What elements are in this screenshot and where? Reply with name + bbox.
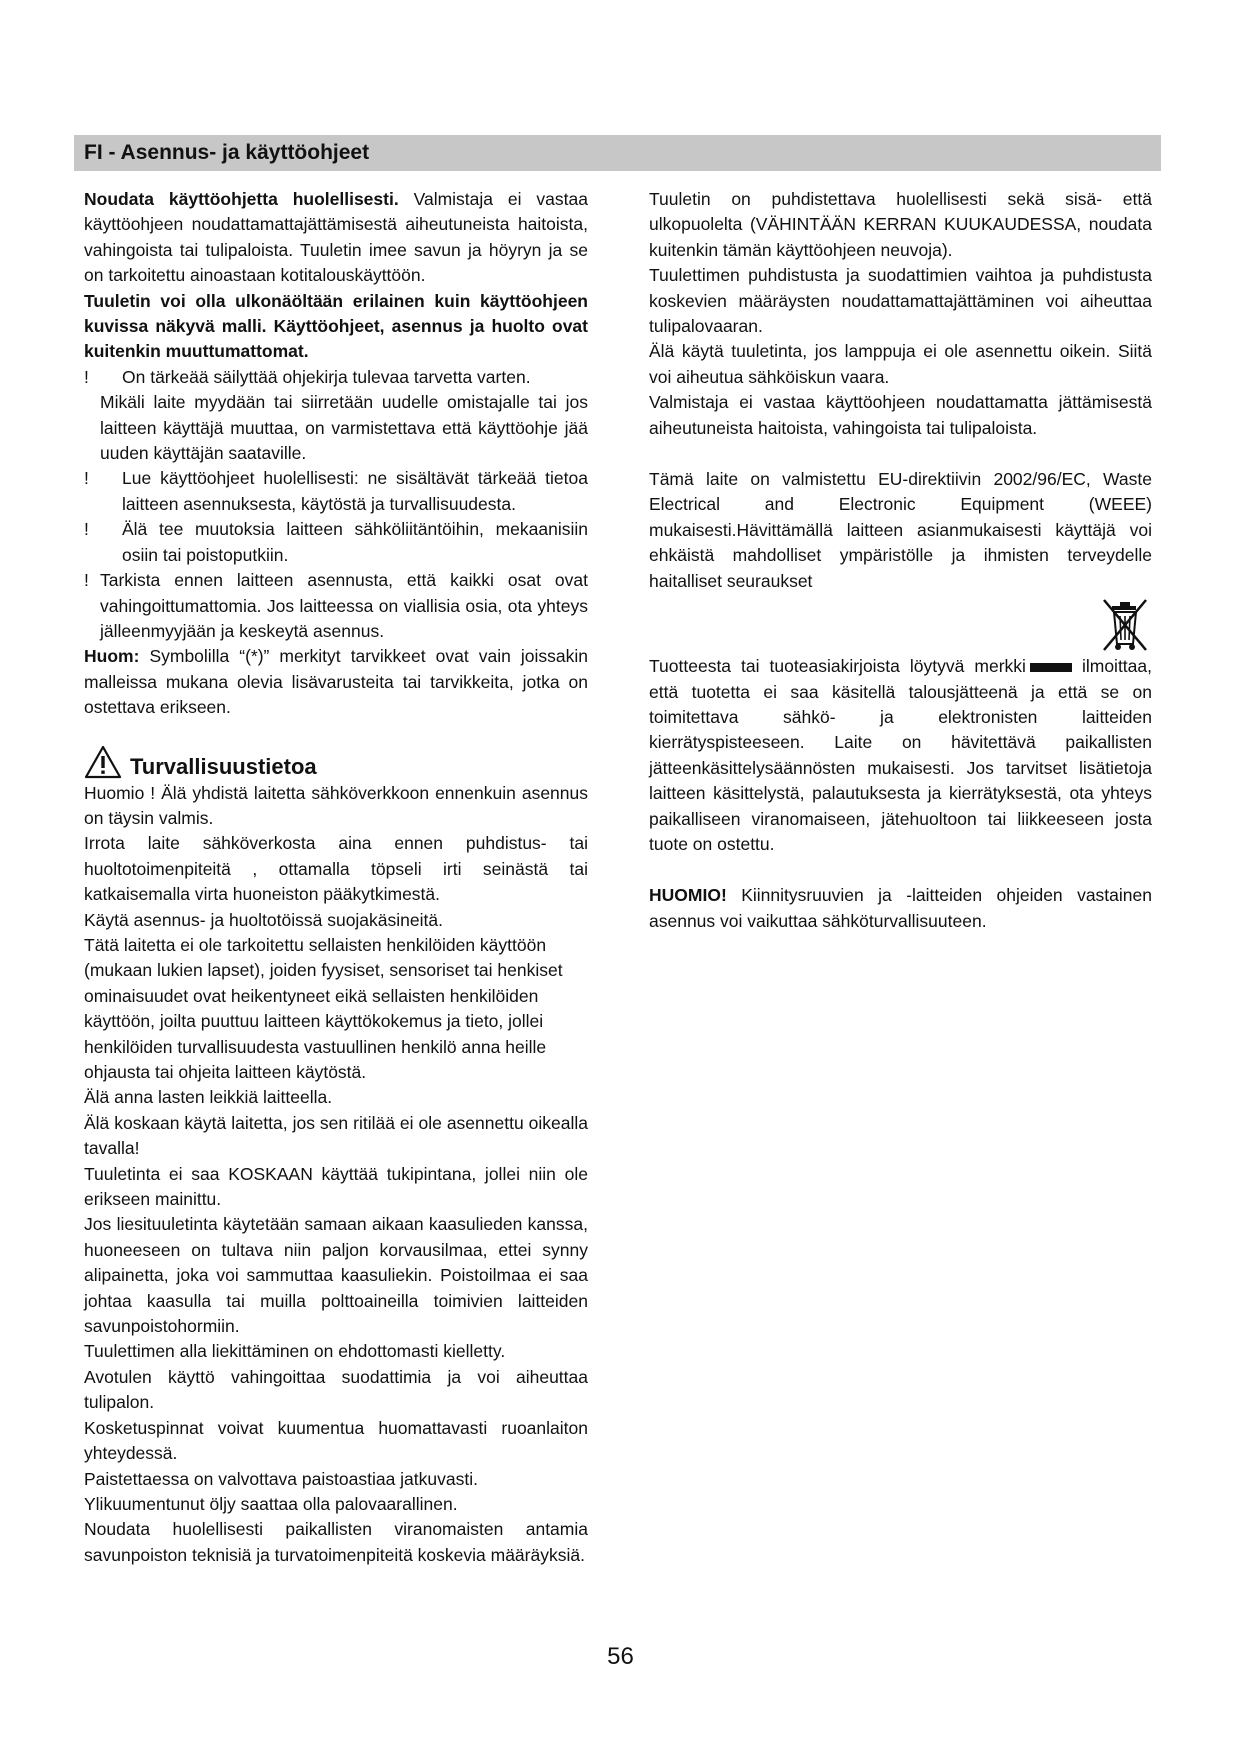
exclamation-mark: ! (84, 468, 89, 489)
bullet-text: Tarkista ennen laitteen asennusta, että kaikki osat ovat vahingoittumattomia. Jos laitteessa on viallisia osia, ota yhteys jälleenmyyjään ja keskeytä asennus. (100, 570, 588, 641)
lamp-paragraph: Älä käytä tuuletinta, jos lamppuja ei ole asennettu oikein. Siitä voi aiheutua sähköiskun vaara. (649, 341, 1152, 387)
resale-paragraph: Mikäli laite myydään tai siirretään uudelle omistajalle tai jos laitteen käyttäjä muuttaa, on varmistettava että käyttöohje jää uuden käyttäjän saataville. (100, 392, 588, 464)
intro-text: Valmistaja ei vastaa käyttöohjeen noudattamattajättämisestä aiheutuneista haitoista, vahingoista tai tulipaloista. Tuuletin imee savun ja höyryn ja se on tarkoitettu ainoastaan kotitalouskäyttöön. (84, 189, 588, 286)
bullet-item (84, 568, 588, 644)
note-label: Huom: (84, 646, 140, 667)
bullet-item (84, 517, 588, 568)
page-title: FI - Asennus- ja käyttöohjeet (84, 141, 370, 164)
safety-item: Jos liesituuletinta käytetään samaan aikaan kaasulieden kanssa, huoneeseen on tultava niin paljon korvausilmaa, ettei synny alipainetta, joka voi sammuttaa kaasuliekin. Poistoilmaa ei saa johtaa kaasulla tai muilla polttoaineilla toimivien laitteiden savunpoistohormiin. (84, 1214, 588, 1337)
bullet-item (84, 466, 588, 517)
safety-item: Noudata huolellisesti paikallisten viranomaisten antamia savunpoiston teknisiä ja turvatoimenpiteitä koskevia määräyksiä. (84, 1519, 588, 1565)
weee-symbol-area (649, 594, 1152, 654)
bullet-item (84, 365, 588, 390)
black-bar-icon (1030, 663, 1072, 672)
right-column (649, 187, 1152, 934)
safety-item: Irrota laite sähköverkosta aina ennen puhdistus- tai huoltotoimenpiteitä , ottamalla töpseli irti seinästä tai katkaisemalla virta huoneiston pääkytkimestä. (84, 833, 588, 905)
exclamation-mark: ! (84, 366, 89, 387)
spacer (649, 857, 1152, 883)
safety-title: Turvallisuustietoa (130, 753, 317, 779)
warning-triangle-icon (84, 745, 122, 779)
note-paragraph (84, 644, 588, 720)
intro-bold: Noudata käyttöohjetta huolellisesti. (84, 189, 399, 209)
model-notice: Tuuletin voi olla ulkonäöltään erilainen kuin käyttöohjeen kuvissa näkyvä malli. Käyttöohjeet, asennus ja huolto ovat kuitenkin muuttumattomat. (84, 290, 588, 362)
bullet-text: Älä tee muutoksia laitteen sähköliitäntöihin, mekaanisiin osiin tai poistoputkiin. (122, 519, 588, 565)
exclamation-mark: ! (84, 519, 89, 540)
safety-item: Huomio ! Älä yhdistä laitetta sähköverkkoon ennenkuin asennus on täysin valmis. (84, 782, 588, 828)
safety-item: Avotulen käyttö vahingoittaa suodattimia ja voi aiheuttaa tulipalon. (84, 1366, 588, 1413)
cleaning-paragraph: Tuuletin on puhdistettava huolellisesti sekä sisä- että ulkopuolelta (VÄHINTÄÄN KERRAN KUUKAUDESSA, noudata kuitenkin tämän käyttöohjeen neuvoja). (649, 189, 1152, 260)
warning-label: HUOMIO! (649, 885, 727, 906)
intro-paragraph (84, 187, 588, 289)
exclamation-mark: ! (84, 570, 89, 591)
crossed-bin-icon (1098, 596, 1152, 654)
safety-heading (84, 743, 588, 781)
header-bar (74, 135, 1161, 171)
liability-paragraph: Valmistaja ei vastaa käyttöohjeen noudattamatta jättämisestä aiheutuneista haitoista, vahingoista tai tulipaloista. (649, 392, 1152, 438)
left-column (84, 187, 588, 1568)
note-text: Symbolilla “(*)” merkityt tarvikkeet ovat vain joissakin malleissa mukana olevia lisävarusteita tai tarvikkeita, jotka on ostettava erikseen. (84, 646, 588, 718)
bullet-text: Lue käyttöohjeet huolellisesti: ne sisältävät tärkeää tietoa laitteen asennuksesta, käytöstä ja turvallisuudesta. (122, 468, 588, 514)
safety-item: Tuuletinta ei saa KOSKAAN käyttää tukipintana, jollei niin ole erikseen mainittu. (84, 1163, 588, 1210)
weee-directive-paragraph: Tämä laite on valmistettu EU-direktiivin 2002/96/EC, Waste Electrical and Electronic Equipment (WEEE) mukaisesti.Hävittämällä laitteen asianmukaisesti käyttäjä voi ehkäistä mahdolliset ympäristölle ja ihmisten terveydelle haitalliset seuraukset (649, 469, 1152, 591)
filter-paragraph: Tuulettimen puhdistusta ja suodattimien vaihtoa ja puhdistusta koskevien määräysten noudattamattajättäminen voi aiheuttaa tulipalovaaran. (649, 265, 1152, 337)
page-number: 56 (607, 1643, 634, 1670)
safety-item: Älä koskaan käytä laitetta, jos sen ritilää ei ole asennettu oikealla tavalla! (84, 1112, 588, 1159)
safety-item: Tuulettimen alla liekittäminen on ehdottomasti kielletty. (84, 1341, 506, 1362)
weee-mark-text: Tuotteesta tai tuoteasiakirjoista löytyvä merkki (649, 656, 1026, 677)
safety-item: Ylikuumentunut öljy saattaa olla palovaarallinen. (84, 1493, 458, 1514)
safety-item: Kosketuspinnat voivat kuumentua huomattavasti ruoanlaiton yhteydessä. (84, 1417, 588, 1464)
warning-paragraph (649, 883, 1152, 934)
safety-item: Paistettaessa on valvottava paistoastiaa jatkuvasti. (84, 1468, 478, 1489)
spacer (649, 441, 1152, 467)
safety-item: Tätä laitetta ei ole tarkoitettu sellaisten henkilöiden käyttöön (mukaan lukien lapset), joiden fyysiset, sensoriset tai henkiset ominaisuudet ovat heikentyneet eikä sellaisten henkilöiden käyttöön, joilta puuttuu laitteen käyttökokemus ja tieto, jollei henkilöiden turvallisuudesta vastuullinen henkilö anna heille ohjausta tai ohjeita laitteen käytöstä. (84, 934, 563, 1082)
bullet-text: On tärkeää säilyttää ohjekirja tulevaa tarvetta varten. (122, 366, 531, 387)
safety-item: Käytä asennus- ja huoltotöissä suojakäsineitä. (84, 909, 443, 930)
weee-mark-text-cont: ilmoittaa, että tuotetta ei saa käsitellä talousjätteenä ja että se on toimitettava sähkö- ja elektronisten laitteiden kierrätyspisteeseen. Laite on hävitettävä paikallisten jätteenkäsittelysäännösten mukaisesti. Jos tarvitset lisätietoja laitteen käsittelystä, palautuksesta ja kierrätyksestä, ota yhteys paikalliseen viranomaiseen, jätehuoltoon tai liikkeeseen josta tuote on ostettu. (649, 656, 1152, 854)
weee-mark-paragraph (649, 654, 1152, 857)
safety-item: Älä anna lasten leikkiä laitteella. (84, 1087, 333, 1108)
warning-text: Kiinnitysruuvien ja -laitteiden ohjeiden vastainen asennus voi vaikuttaa sähköturvallisuuteen. (649, 885, 1152, 931)
